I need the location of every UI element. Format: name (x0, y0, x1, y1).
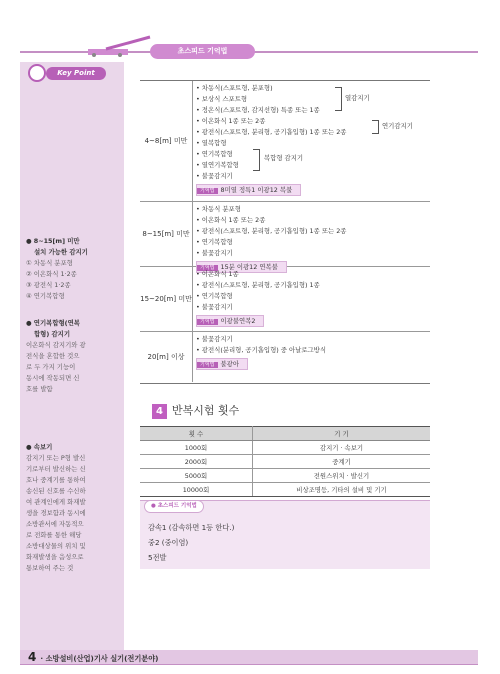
bracket-label-smoke: 연기감지기 (382, 122, 413, 130)
mnemonic-box (196, 184, 301, 196)
note-line: 기로부터 발신하는 신 (26, 465, 86, 473)
test-count-cell: 1000회 (140, 441, 253, 455)
mnemonic-text: 이광불연복2 (220, 317, 256, 325)
crane-icon (86, 33, 156, 57)
repeat-test-table (140, 426, 430, 497)
footer (28, 651, 158, 665)
note-heading: ● 8~15[m] 미만 (26, 237, 80, 245)
detector-item: • 불꽃감지기 (196, 172, 233, 180)
detector-item: • 연기복합형 (196, 150, 233, 158)
detector-item: • 불꽃감지기 (196, 335, 233, 343)
row-detector-list (196, 334, 326, 370)
detector-item: • 연기복합형 (196, 238, 233, 246)
note-heading: 설치 가능한 감지기 (34, 248, 88, 256)
mnemonic-text: 불광아 (220, 360, 240, 368)
device-cell: 비상조명등, 기타의 설비 및 기기 (253, 483, 431, 497)
table-row (140, 332, 430, 382)
mnemonic-text: 15분 이광12 연복불 (220, 263, 278, 271)
mnemonic-tag: 기억법 (197, 265, 218, 271)
detector-item: • 불꽃감지기 (196, 249, 233, 257)
detector-item: • 불꽃감지기 (196, 303, 233, 311)
detector-item: • 차동식(스포트형, 분포형) (196, 84, 273, 92)
mnemonic-tag: 기억법 (197, 362, 218, 368)
table-row (140, 267, 430, 332)
detector-item: • 광전식(분리형, 공기흡입형) 중 아날로그방식 (196, 346, 327, 354)
sidebar-note-smoke-combo (26, 318, 122, 395)
detector-item: • 정온식(스포트형, 감지선형) 특종 또는 1종 (196, 106, 320, 114)
note-heading: ● 속보기 (26, 443, 53, 451)
bracket-label-heat: 열감지기 (345, 94, 370, 102)
note-line: 동시에 작동되면 신 (26, 374, 80, 382)
row-height-label: 4~8[m] 미만 (140, 81, 193, 201)
note-line: 호를 발함 (26, 385, 53, 393)
section-number: 4 (152, 404, 167, 419)
row-height-label: 20[m] 이상 (140, 332, 193, 382)
note-line: 통보하여 주는 것 (26, 564, 74, 572)
device-cell: 중계기 (253, 455, 431, 469)
note-line: 여 관계인에게 화재발 (26, 498, 86, 506)
book-title: · 소방설비(산업)기사 실기(전기분야) (40, 654, 159, 663)
note-heading: 합형) 감지기 (34, 330, 71, 338)
combo-bracket (253, 149, 260, 171)
detector-height-table (140, 80, 430, 384)
note-line: 생을 경보함과 동시에 (26, 509, 86, 517)
key-icon (28, 64, 46, 82)
note-item: ③ 광전식 1·2종 (26, 281, 71, 289)
table-row (140, 202, 430, 271)
row-height-label: 8~15[m] 미만 (140, 202, 193, 266)
row-detector-list (196, 204, 346, 273)
detector-item: • 열복합형 (196, 139, 227, 147)
page-number: 4 (28, 650, 37, 664)
mnemonic-box (196, 358, 248, 370)
table-row (140, 469, 430, 483)
note-heading: ● 연기복합형(연복 (26, 319, 80, 327)
device-cell: 감지기 · 속보기 (253, 441, 431, 455)
table-row (140, 441, 430, 455)
detector-item: • 이온화식 1종 또는 2종 (196, 216, 266, 224)
heat-bracket (335, 87, 342, 111)
detector-item: • 이온화식 1종 또는 2종 (196, 117, 266, 125)
mnemonic-tag: 기억법 (197, 188, 218, 194)
detector-item: • 연기복합형 (196, 292, 233, 300)
note-line: 전식을 혼합한 것으 (26, 352, 80, 360)
test-count-cell: 5000회 (140, 469, 253, 483)
sidebar-note-sokbogi (26, 442, 122, 574)
note-item: ④ 연기복합형 (26, 292, 65, 300)
key-point-badge (28, 64, 108, 84)
section-title: 반복시험 횟수 (172, 404, 240, 417)
bottom-rule (20, 664, 478, 665)
mnemonic-text: 8미열 정특1 이광12 복불 (220, 186, 293, 194)
memory-tip-box (140, 500, 430, 569)
detector-item: • 광전식(스포트형, 분리형, 공기흡입형) 1종 (196, 281, 320, 289)
table-row (140, 455, 430, 469)
detector-item: • 차동식 분포형 (196, 205, 241, 213)
note-line: 로 전화를 통한 해당 (26, 531, 82, 539)
detector-item: • 보상식 스포트형 (196, 95, 248, 103)
memory-tip-line: 중2 (중이염) (148, 538, 189, 547)
note-line: 이온화식 감지기와 광 (26, 341, 86, 349)
detector-item: • 열연기복합형 (196, 161, 239, 169)
memory-tip-tag: ● 초스피드 기억법 (144, 500, 204, 513)
note-item: ① 차동식 분포형 (26, 259, 73, 267)
mnemonic-box (196, 315, 264, 327)
column-header: 횟 수 (140, 427, 253, 441)
table-header-row (140, 427, 430, 441)
section-heading (152, 402, 239, 419)
test-count-cell: 10000회 (140, 483, 253, 497)
device-cell: 전원스위치 · 발신기 (253, 469, 431, 483)
note-line: 로 두 가지 기능이 (26, 363, 76, 371)
test-count-cell: 2000회 (140, 455, 253, 469)
note-line: 감지기 또는 P형 발신 (26, 454, 86, 462)
note-item: ② 이온화식 1·2종 (26, 270, 77, 278)
detector-item: • 이온화식 1종 (196, 270, 239, 278)
memory-tip-line: 5전발 (148, 553, 167, 562)
table-row (140, 81, 430, 202)
table-row (140, 483, 430, 497)
detector-item: • 광전식(스포트형, 분리형, 공기흡입형) 1종 또는 2종 (196, 227, 347, 235)
row-detector-list (196, 83, 346, 196)
key-point-label: Key Point (46, 67, 106, 80)
bracket-label-combo: 복합형 감지기 (264, 154, 304, 162)
column-header: 기 기 (253, 427, 431, 441)
detector-item: • 광전식(스포트형, 분리형, 공기흡입형) 1종 또는 2종 (196, 128, 347, 136)
header-title: 초스피드 기억법 (150, 44, 255, 59)
note-line: 송신된 신호를 수신하 (26, 487, 86, 495)
smoke-bracket (372, 120, 379, 134)
sidebar-note-8-15m (26, 236, 122, 302)
memory-tip-line: 감속1 (감속하면 1등 한다.) (148, 523, 235, 532)
row-detector-list (196, 269, 320, 327)
row-height-label: 15~20[m] 미만 (140, 267, 193, 331)
note-line: 화재발생을 음성으로 (26, 553, 84, 561)
note-line: 소방관서에 자동적으 (26, 520, 84, 528)
note-line: 소방대상물의 위치 및 (26, 542, 86, 550)
note-line: 호나 중계기를 통하여 (26, 476, 86, 484)
mnemonic-tag: 기억법 (197, 319, 218, 325)
